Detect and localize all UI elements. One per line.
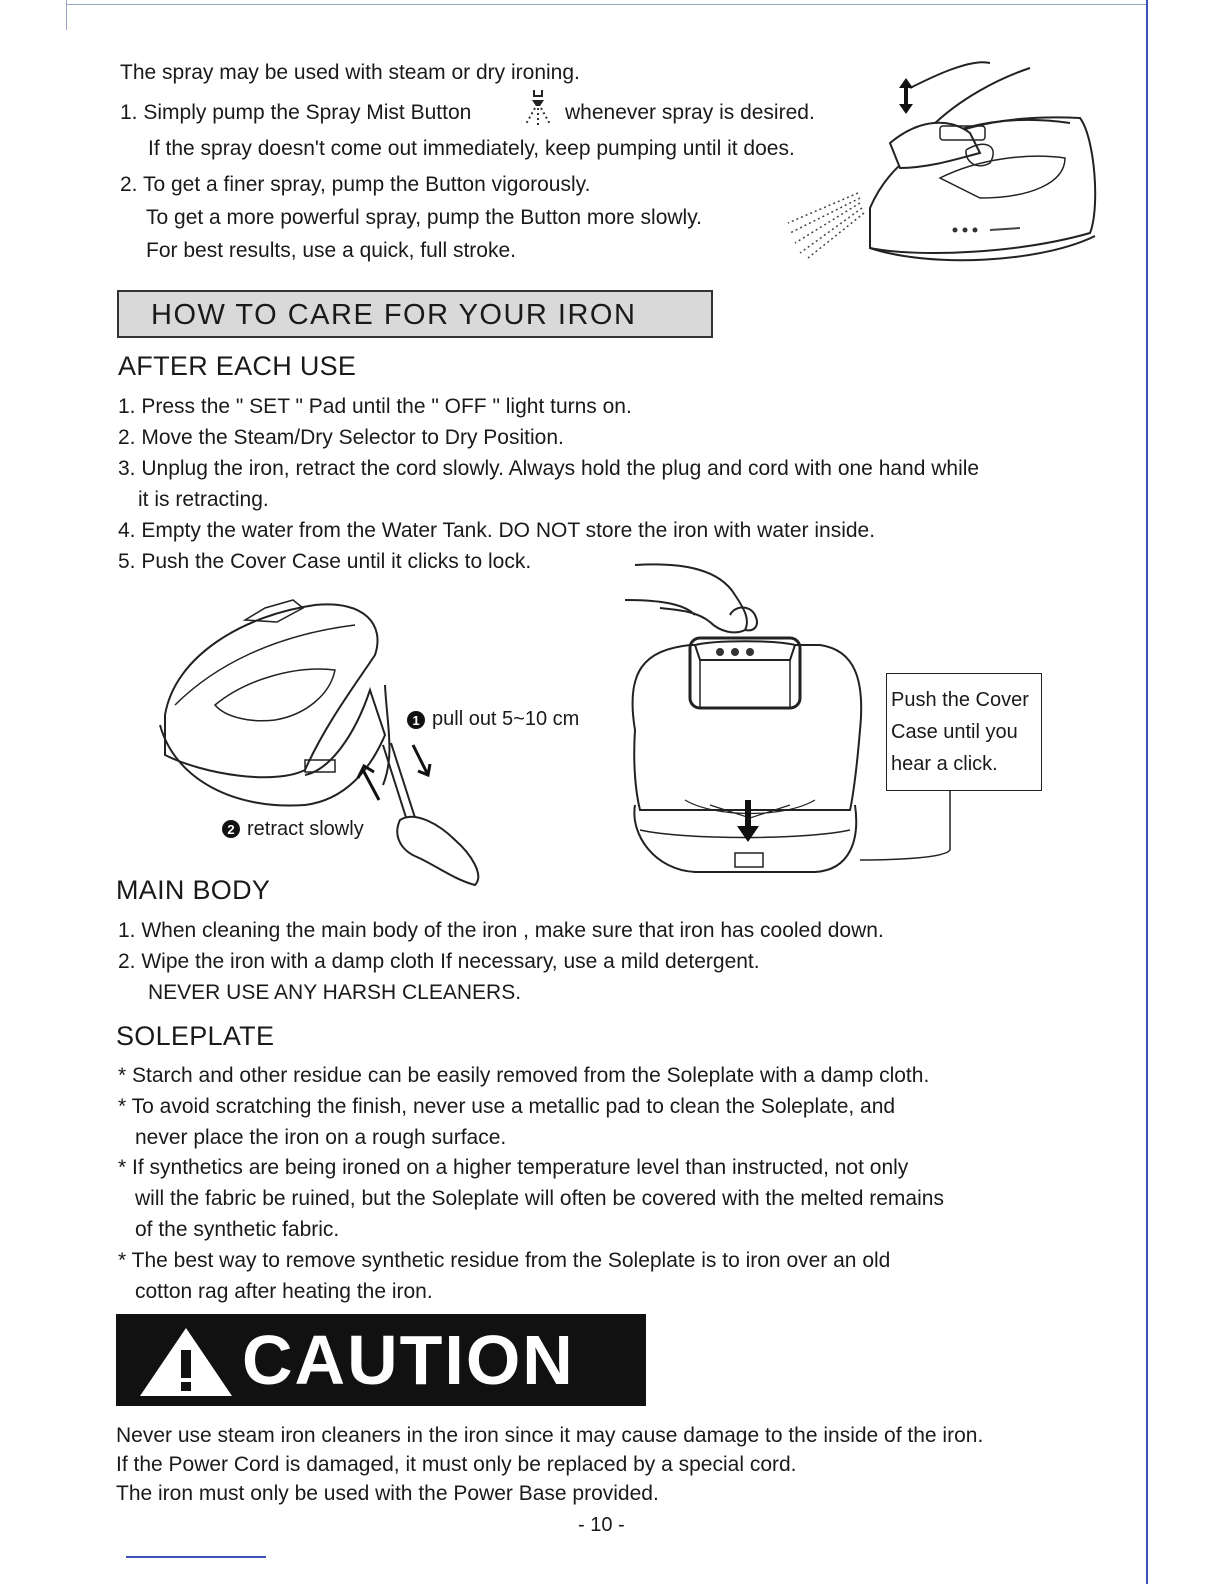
caution-label: CAUTION — [242, 1321, 575, 1399]
main-body-heading: MAIN BODY — [116, 875, 271, 905]
soleplate-tip-3: * If synthetics are being ironed on a higher temperature level than instructed, not only — [118, 1156, 909, 1179]
soleplate-tip-3-end: of the synthetic fabric. — [135, 1218, 340, 1241]
main-body-step-1: 1. When cleaning the main body of the iron , make sure that iron has cooled down. — [118, 919, 884, 942]
after-each-use-heading: AFTER EACH USE — [118, 351, 357, 381]
spray-step-2-b: To get a more powerful spray, pump the Button more slowly. — [146, 206, 702, 229]
after-use-step-5: 5. Push the Cover Case until it clicks to lock. — [118, 550, 532, 573]
soleplate-tip-2: * To avoid scratching the finish, never use a metallic pad to clean the Soleplate, and — [118, 1095, 896, 1118]
svg-text:2: 2 — [227, 822, 235, 837]
soleplate-tip-3-cont: will the fabric be ruined, but the Soleplate will often be covered with the melted remains — [135, 1187, 944, 1210]
step-1-marker — [406, 710, 426, 730]
spray-step-1-cont: whenever spray is desired. — [565, 101, 815, 124]
soleplate-tip-2-cont: never place the iron on a rough surface. — [135, 1126, 507, 1149]
page-border-left — [66, 0, 67, 30]
spray-step-2: 2. To get a finer spray, pump the Button vigorously. — [120, 173, 591, 196]
caution-line-2: If the Power Cord is damaged, it must only be replaced by a special cord. — [116, 1453, 797, 1476]
caution-line-3: The iron must only be used with the Power Base provided. — [116, 1482, 659, 1505]
caution-line-1: Never use steam iron cleaners in the iron since it may cause damage to the inside of the iron. — [116, 1424, 984, 1447]
spray-iron-illustration — [780, 58, 1110, 273]
after-use-step-1: 1. Press the " SET " Pad until the " OFF " light turns on. — [118, 395, 632, 418]
spray-mist-icon — [520, 88, 554, 128]
soleplate-tip-1: * Starch and other residue can be easily removed from the Soleplate with a damp cloth. — [118, 1064, 930, 1087]
soleplate-tip-4-cont: cotton rag after heating the iron. — [135, 1280, 433, 1303]
page-number: - 10 - — [578, 1514, 625, 1536]
after-use-step-2: 2. Move the Steam/Dry Selector to Dry Position. — [118, 426, 564, 449]
spray-intro: The spray may be used with steam or dry ironing. — [120, 61, 580, 84]
callout-line-1: Push the Cover — [891, 689, 1029, 711]
spray-step-1-note: If the spray doesn't come out immediately, keep pumping until it does. — [148, 137, 795, 160]
callout-line-3: hear a click. — [891, 753, 998, 775]
cord-retract-illustration — [155, 595, 495, 895]
caution-banner — [116, 1314, 646, 1406]
pull-out-label: pull out 5~10 cm — [432, 708, 580, 730]
main-body-step-2: 2. Wipe the iron with a damp cloth If necessary, use a mild detergent. — [118, 950, 760, 973]
soleplate-tip-4: * The best way to remove synthetic residue from the Soleplate is to iron over an old — [118, 1249, 891, 1272]
spray-step-1: 1. Simply pump the Spray Mist Button — [120, 101, 472, 124]
after-use-step-3-cont: it is retracting. — [138, 488, 269, 511]
page-border-right — [1146, 0, 1148, 1584]
care-section-title: HOW TO CARE FOR YOUR IRON — [151, 299, 637, 331]
soleplate-heading: SOLEPLATE — [116, 1021, 275, 1051]
main-body-warning: NEVER USE ANY HARSH CLEANERS. — [148, 981, 522, 1004]
svg-text:1: 1 — [412, 713, 420, 728]
page-border-bottom — [126, 1556, 266, 1558]
after-use-step-3: 3. Unplug the iron, retract the cord slowly. Always hold the plug and cord with one hand while — [118, 457, 980, 480]
cover-case-callout — [886, 673, 1042, 791]
retract-label: retract slowly — [247, 818, 364, 840]
page-border-top — [66, 4, 1148, 5]
warning-triangle-icon — [136, 1324, 236, 1400]
after-use-step-4: 4. Empty the water from the Water Tank. DO NOT store the iron with water inside. — [118, 519, 876, 542]
step-2-marker — [221, 819, 241, 839]
care-section-banner — [117, 290, 713, 338]
callout-line-2: Case until you — [891, 721, 1018, 743]
spray-step-2-c: For best results, use a quick, full stroke. — [146, 239, 516, 262]
